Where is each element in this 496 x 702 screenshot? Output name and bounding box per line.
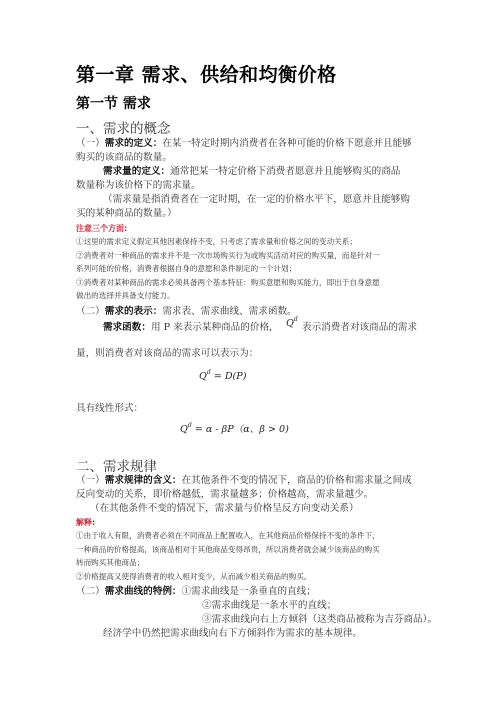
q-symbol: Q xyxy=(199,371,207,382)
special-case-item: ③需求曲线向右上方倾斜（这类商品被称为吉芬商品）。 xyxy=(202,614,438,625)
demand-representation xyxy=(76,305,297,319)
section-title: 第一节 需求 xyxy=(76,96,151,112)
demand-function-line1 xyxy=(103,321,279,335)
explain-title: 解释: xyxy=(76,518,96,527)
note-item: ①这里的需求定义假定其他因素保持不变，只考虑了需求量和价格之间的变动关系； xyxy=(76,237,357,246)
quantity-note-line2: 买的某种商品的数量。） xyxy=(76,208,177,219)
note-title: 注意三个方面: xyxy=(76,224,128,233)
note-item: ②消费者对一种商品的需求并不是一次市场购买行为或购买活动对应的购买量，而是针对一 xyxy=(76,251,380,260)
linear-form-label: 具有线性形式： xyxy=(76,403,144,414)
quantity-note-line1: （需求量是指消费者在一定时期，在一定的价格水平下，愿意并且能够购 xyxy=(103,194,410,205)
q-superscript: d xyxy=(187,422,192,429)
q-superscript: d xyxy=(206,369,211,376)
heading-law-of-demand: 二、需求规律 xyxy=(76,459,157,475)
representation-label: 需求的表示： xyxy=(104,306,163,317)
quantity-definition-line2: 数量称为该价格下的需求量。 xyxy=(76,180,201,191)
quantity-definition-label: 需求量的定义： xyxy=(103,166,171,177)
demand-function-label: 需求函数： xyxy=(103,322,151,333)
equation-rhs: = D(P) xyxy=(210,371,247,382)
special-case-item: ②需求曲线是一条水平的直线； xyxy=(202,600,337,611)
heading-demand-concept: 一、需求的概念 xyxy=(76,121,171,137)
linear-demand-equation xyxy=(180,421,289,435)
explain-item: ①由于收入有限，消费者必须在不同商品上配置收入，在其他商品价格保持不变的条件下， xyxy=(76,531,380,540)
q-symbol: Q xyxy=(286,318,294,329)
note-item: 做出的选择并具备支付能力。 xyxy=(76,291,175,300)
special-cases-prefix: （二） xyxy=(76,586,105,597)
chapter-title: 第一章 需求、供给和均衡价格 xyxy=(76,64,337,86)
quantity-demanded-symbol xyxy=(286,316,298,329)
q-symbol: Q xyxy=(180,424,188,435)
law-meaning-text: 在其他条件不变的情况下，商品的价格和需求量之间成 xyxy=(181,475,412,486)
linear-equation-rhs: = α - βP（α、β > 0) xyxy=(191,424,289,435)
q-superscript: d xyxy=(293,316,298,323)
law-meaning-prefix: （一） xyxy=(76,475,105,486)
special-cases-label: 需求曲线的特例： xyxy=(104,586,182,597)
law-meaning-line1 xyxy=(76,474,412,488)
law-meaning-line3: （在其他条件不变的情况下，需求量与价格呈反方向变动关系） xyxy=(90,503,359,514)
explain-item: 转而购买其他商品； xyxy=(76,558,145,567)
law-meaning-line2: 反向变动的关系，即价格越低，需求量越多；价格越高，需求量越少。 xyxy=(76,489,374,500)
explain-item: 一种商品的价格提高，该商品相对于其他商品变得昂贵，所以消费者就会减少该商品的购买 xyxy=(76,545,380,554)
special-cases-conclusion: 经济学中仍然把需求曲线向右下方倾斜作为需求的基本规律。 xyxy=(103,628,363,639)
demand-definition-label: 需求的定义： xyxy=(104,138,163,149)
demand-definition-line1 xyxy=(76,137,412,151)
demand-definition-line2: 购买的该商品的数量。 xyxy=(76,152,172,163)
note-item: ③消费者对某种商品的需求必须具备两个基本特征：购买意愿和购买能力，即出于自身意愿 xyxy=(76,278,380,287)
note-item: 系列可能的价格，消费者根据自身的意愿和条件制定的一个计划； xyxy=(76,264,297,273)
law-meaning-label: 需求规律的含义： xyxy=(104,475,182,486)
demand-function-text: 用 P 来表示某种商品的价格， xyxy=(150,322,279,333)
quantity-definition-text: 通常把某一特定价格下消费者愿意并且能够购买的商品 xyxy=(170,166,401,177)
demand-function-line2: 量，则消费者对该商品的需求可以表示为： xyxy=(76,348,259,359)
demand-equation xyxy=(199,369,247,382)
demand-definition-prefix: （一） xyxy=(76,138,105,149)
demand-definition-text: 在某一特定时期内消费者在各种可能的价格下愿意并且能够 xyxy=(162,138,412,149)
demand-function-text2: 表示消费者对该商品的需求 xyxy=(302,322,418,333)
representation-prefix: （二） xyxy=(76,306,105,317)
special-cases-line1 xyxy=(76,585,316,599)
representation-text: 需求表、需求曲线、需求函数。 xyxy=(162,306,297,317)
explain-item: ②价格提高又使得消费者的收入相对变少，从而减少相关商品的购买。 xyxy=(76,572,312,581)
special-case-item: ①需求曲线是一条垂直的直线； xyxy=(181,586,316,597)
quantity-definition-line1 xyxy=(103,165,400,179)
